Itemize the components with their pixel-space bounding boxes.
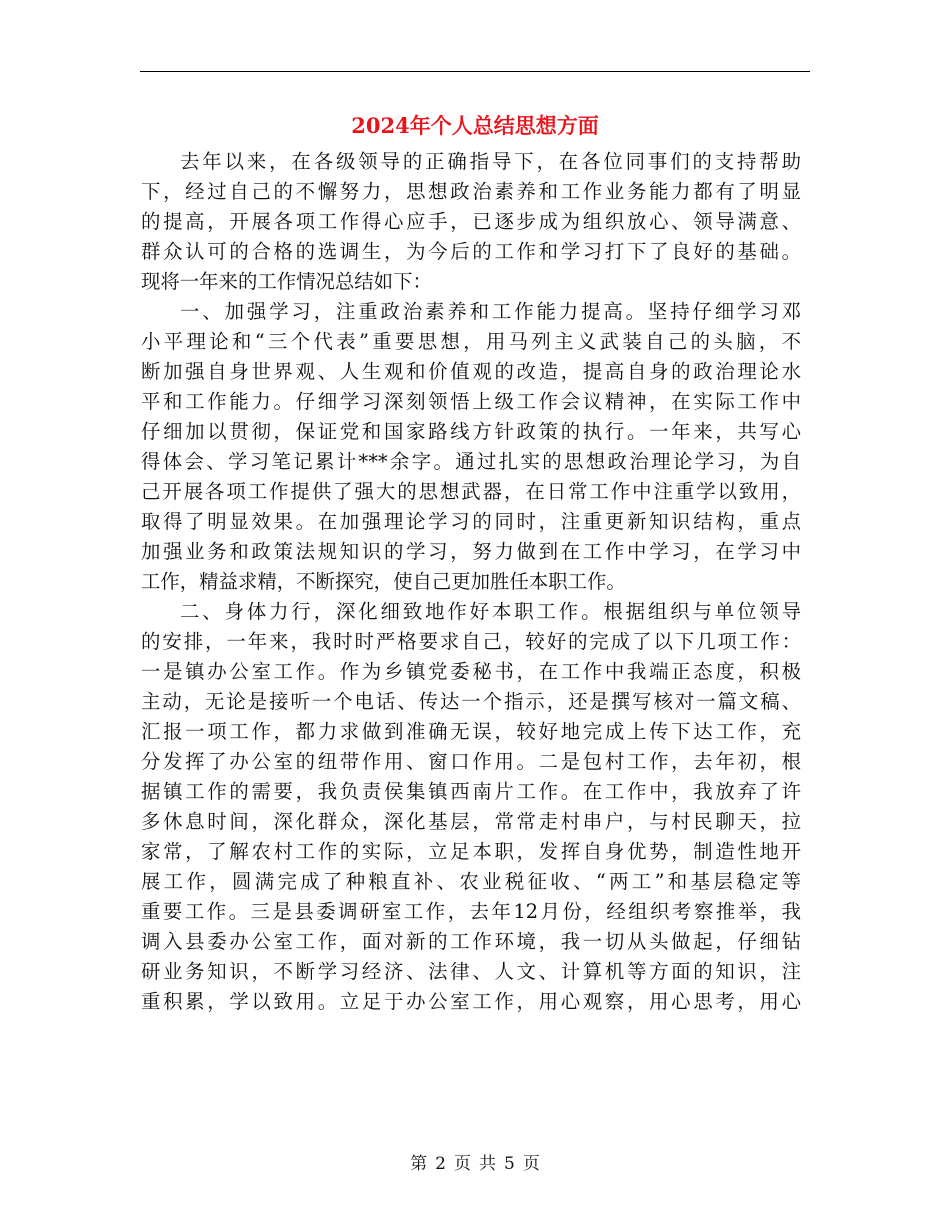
body-line: 一是镇办公室工作。作为乡镇党委秘书，在工作中我端正态度，积极 (141, 660, 801, 683)
body-line: 多休息时间，深化群众，深化基层，常常走村串户，与村民聊天，拉 (141, 810, 801, 833)
body-line: 二、身体力行，深化细致地作好本职工作。根据组织与单位领导 (180, 600, 801, 623)
footer-total-word: 共 (479, 1154, 496, 1174)
body-line: 断加强自身世界观、人生观和价值观的改造，提高自身的政治理论水 (141, 360, 801, 383)
document-body (141, 147, 801, 1017)
footer-page-word: 页 (454, 1154, 471, 1174)
body-line: 小平理论和“三个代表”重要思想，用马列主义武装自己的头脑，不 (141, 330, 801, 353)
footer-prefix: 第 (410, 1154, 428, 1174)
body-line: 调入县委办公室工作，面对新的工作环境，我一切从头做起，仔细钻 (141, 930, 801, 953)
footer-suffix: 页 (522, 1154, 540, 1174)
page-number: 2 (435, 1154, 446, 1174)
body-line: 家常，了解农村工作的实际，立足本职，发挥自身优势，制造性地开 (141, 840, 801, 863)
body-line: 据镇工作的需要，我负责侯集镇西南片工作。在工作中，我放弃了许 (141, 780, 801, 803)
page-total: 5 (504, 1154, 515, 1174)
body-line: 汇报一项工作，都力求做到准确无误，较好地完成上传下达工作，充 (141, 720, 801, 743)
body-line: 工作，精益求精，不断探究，使自己更加胜任本职工作。 (141, 570, 626, 593)
document-title: 2024年个人总结思想方面 (351, 113, 599, 138)
body-line: 去年以来，在各级领导的正确指导下，在各位同事们的支持帮助 (180, 150, 801, 173)
body-line: 重积累，学以致用。立足于办公室工作，用心观察，用心思考，用心 (141, 990, 801, 1013)
body-line: 加强业务和政策法规知识的学习，努力做到在工作中学习，在学习中 (141, 540, 801, 563)
body-line: 一、加强学习，注重政治素养和工作能力提高。坚持仔细学习邓 (180, 300, 801, 323)
body-line: 主动，无论是接听一个电话、传达一个指示，还是撰写核对一篇文稿、 (141, 690, 801, 713)
body-line: 展工作，圆满完成了种粮直补、农业税征收、“两工”和基层稳定等 (141, 870, 801, 893)
body-line: 的安排，一年来，我时时严格要求自己，较好的完成了以下几项工作： (141, 630, 801, 653)
body-line: 己开展各项工作提供了强大的思想武器，在日常工作中注重学以致用， (141, 480, 801, 503)
body-line: 平和工作能力。仔细学习深刻领悟上级工作会议精神，在实际工作中 (141, 390, 801, 413)
body-line: 现将一年来的工作情况总结如下： (141, 270, 432, 293)
body-line: 取得了明显效果。在加强理论学习的同时，注重更新知识结构，重点 (141, 510, 801, 533)
body-line: 重要工作。三是县委调研室工作，去年12月份，经组织考察推举，我 (141, 900, 801, 923)
page-footer (0, 1152, 950, 1176)
body-line: 分发挥了办公室的纽带作用、窗口作用。二是包村工作，去年初，根 (141, 750, 801, 773)
body-line: 仔细加以贯彻，保证党和国家路线方针政策的执行。一年来，共写心 (141, 420, 801, 443)
body-line: 得体会、学习笔记累计***余字。通过扎实的思想政治理论学习，为自 (141, 450, 801, 473)
body-line: 研业务知识，不断学习经济、法律、人文、计算机等方面的知识，注 (141, 960, 801, 983)
body-line: 的提高，开展各项工作得心应手，已逐步成为组织放心、领导满意、 (141, 210, 801, 233)
body-line: 下，经过自己的不懈努力，思想政治素养和工作业务能力都有了明显 (141, 180, 801, 203)
header-rule (140, 71, 810, 72)
body-line: 群众认可的合格的选调生，为今后的工作和学习打下了良好的基础。 (141, 240, 801, 263)
